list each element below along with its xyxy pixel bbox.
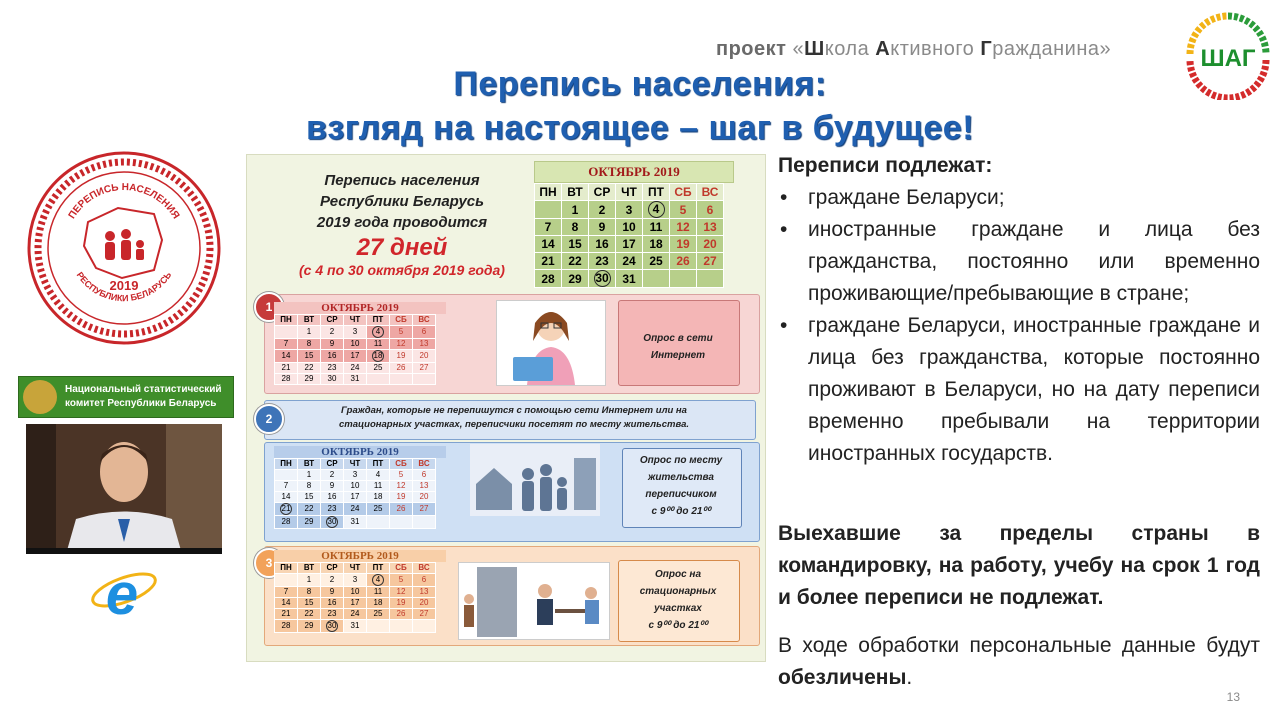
belstat-line-2: комитет Республики Беларусь (65, 398, 217, 409)
calendar-day: 15 (298, 492, 321, 503)
weekday-label: ПН (275, 315, 298, 326)
weekday-label: ЧТ (616, 184, 643, 201)
calendar-day: 1 (562, 201, 589, 219)
calendar-day (390, 620, 413, 633)
project-caption: проект «Школа Активного Гражданина» (716, 38, 1112, 60)
calendar-day: 25 (367, 363, 390, 374)
calendar-day: 20 (413, 598, 436, 609)
step-2-note: Граждан, которые не перепишутся с помощью сети Интернет или на стационарных участках, переписчики посетят по месту жительства. (339, 405, 689, 430)
exception-note: Выехавшие за пределы страны в командировку, на работу, учебу на срок 1 год и более переписи не подлежат. (778, 522, 1260, 609)
calendar-day: 4 (643, 201, 670, 219)
step-1 (264, 294, 758, 392)
calendar-day: 13 (413, 481, 436, 492)
calendar-day: 19 (670, 236, 697, 253)
calendar-day: 24 (344, 363, 367, 374)
calendar-day: 6 (413, 470, 436, 481)
calendar-day: 22 (298, 609, 321, 620)
calendar-day: 22 (298, 363, 321, 374)
seal-year: 2019 (109, 278, 139, 293)
calendar-day: 29 (298, 374, 321, 385)
calendar-grid (534, 183, 724, 288)
weekday-label: ВС (697, 184, 724, 201)
calendar-day: 2 (589, 201, 616, 219)
calendar-day: 13 (697, 219, 724, 236)
calendar-day: 2 (321, 470, 344, 481)
online-user-illustration (496, 300, 606, 386)
calendar-day: 5 (670, 201, 697, 219)
calendar-day: 1 (298, 326, 321, 339)
weekday-label: ВТ (298, 315, 321, 326)
calendar-day: 29 (298, 620, 321, 633)
calendar-day: 16 (321, 492, 344, 503)
calendar-day: 3 (616, 201, 643, 219)
calendar-day: 18 (643, 236, 670, 253)
step-3 (264, 546, 758, 644)
calendar-day: 7 (535, 219, 562, 236)
weekday-label: ЧТ (344, 563, 367, 574)
step-2-calendar: ОКТЯБРЬ 2019 ПН ВТ СР ЧТ ПТ СБ ВС 1 2 3 4 5 6 7 8 9 10 11 12 13 14 15 16 17 18 19 20 21 22 23 24 25 26 27 28 29 30 31 (274, 446, 446, 529)
weekday-label: ПН (275, 563, 298, 574)
calendar-day: 4 (367, 574, 390, 587)
calendar-day: 15 (298, 598, 321, 609)
census-dates: (с 4 по 30 октября 2019 года) (299, 262, 505, 278)
calendar-day: 10 (344, 339, 367, 350)
calendar-day: 1 (298, 470, 321, 481)
calendar-day: 29 (298, 516, 321, 529)
step-3-method: Опрос на стационарных участках с 9⁰⁰ до 21⁰⁰ (639, 569, 717, 631)
calendar-day: 3 (344, 326, 367, 339)
calendar-day: 11 (643, 219, 670, 236)
calendar-day: 9 (321, 339, 344, 350)
calendar-day (670, 270, 697, 288)
calendar-day: 28 (275, 516, 298, 529)
calendar-day: 19 (390, 598, 413, 609)
calendar-day: 26 (390, 363, 413, 374)
calendar-day: 10 (616, 219, 643, 236)
calendar-day: 7 (275, 339, 298, 350)
calendar-day: 6 (697, 201, 724, 219)
calendar-day: 27 (413, 609, 436, 620)
calendar-day: 19 (390, 492, 413, 503)
calendar-day: 23 (321, 363, 344, 374)
belstat-line-1: Национальный статистический (65, 384, 222, 395)
calendar-day (413, 516, 436, 529)
weekday-label: ВС (413, 563, 436, 574)
calendar-day: 14 (275, 492, 298, 503)
weekday-label: ПТ (643, 184, 670, 201)
calendar-day: 31 (344, 620, 367, 633)
weekday-label: ВТ (298, 563, 321, 574)
calendar-day: 30 (321, 374, 344, 385)
calendar-day: 18 (367, 492, 390, 503)
calendar-day: 25 (643, 253, 670, 270)
step-2 (264, 400, 758, 540)
calendar-day: 30 (321, 516, 344, 529)
weekday-label: ПТ (367, 563, 390, 574)
calendar-day: 17 (616, 236, 643, 253)
calendar-day: 21 (535, 253, 562, 270)
weekday-label: СБ (390, 315, 413, 326)
calendar-day: 22 (298, 503, 321, 516)
step-1-calendar: ОКТЯБРЬ 2019 ПН ВТ СР ЧТ ПТ СБ ВС 1 2 3 4 5 6 7 8 9 10 11 12 13 14 15 16 17 18 19 20 21 22 23 24 25 26 27 28 29 30 31 (274, 302, 446, 385)
weekday-label: СР (589, 184, 616, 201)
seal-top-text: ПЕРЕПИСЬ НАСЕЛЕНИЯ (66, 181, 182, 222)
belstat-banner (18, 376, 234, 418)
calendar-day: 31 (344, 374, 367, 385)
svg-text:e: e (105, 562, 139, 627)
calendar-day: 28 (275, 374, 298, 385)
calendar-day (367, 374, 390, 385)
calendar-day: 14 (535, 236, 562, 253)
calendar-day (275, 326, 298, 339)
weekday-label: ВТ (298, 459, 321, 470)
calendar-day: 21 (275, 609, 298, 620)
calendar-day: 11 (367, 481, 390, 492)
calendar-day: 27 (413, 363, 436, 374)
calendar-day: 16 (589, 236, 616, 253)
calendar-day (535, 201, 562, 219)
calendar-day: 2 (321, 574, 344, 587)
weekday-label: СР (321, 315, 344, 326)
calendar-day: 26 (390, 609, 413, 620)
emblem-icon (23, 380, 57, 414)
calendar-day: 27 (413, 503, 436, 516)
census-seal (26, 150, 222, 346)
step-2-number: 2 (254, 404, 284, 434)
step-1-method: Опрос в сети Интернет (643, 333, 713, 361)
logo-text: ШАГ (1200, 45, 1256, 72)
calendar-day: 14 (275, 598, 298, 609)
title-line-1: Перепись населения: (453, 65, 827, 103)
weekday-label: ВС (413, 315, 436, 326)
calendar-day: 27 (697, 253, 724, 270)
calendar-day: 5 (390, 470, 413, 481)
calendar-day: 12 (390, 587, 413, 598)
calendar-day (275, 574, 298, 587)
calendar-day: 12 (390, 481, 413, 492)
slide-title (150, 62, 1130, 150)
calendar-day: 6 (413, 326, 436, 339)
weekday-label: ВС (413, 459, 436, 470)
calendar-day: 11 (367, 339, 390, 350)
eligibility-list (778, 182, 1260, 470)
calendar-day: 4 (367, 326, 390, 339)
title-line-2: взгляд на настоящее – шаг в будущее! (305, 109, 975, 147)
calendar-day (413, 374, 436, 385)
calendar-day: 6 (413, 574, 436, 587)
census-duration: 27 дней (356, 234, 448, 261)
calendar-day: 8 (298, 339, 321, 350)
calendar-day: 23 (321, 609, 344, 620)
calendar-day: 2 (321, 326, 344, 339)
calendar-day: 23 (589, 253, 616, 270)
calendar-day: 8 (298, 481, 321, 492)
calendar-day: 8 (298, 587, 321, 598)
page-number: 13 (1226, 690, 1240, 704)
eligibility-item: • граждане Беларуси, иностранные граждане и лица без гражданства, которые постоянно проживают в Беларуси, но на дату переписи временно пребывали на территории иностранных государств. (778, 310, 1260, 470)
eligibility-heading: Переписи подлежат: (778, 154, 993, 177)
calendar-day: 30 (589, 270, 616, 288)
polling-station-illustration (458, 562, 610, 640)
calendar-day: 21 (275, 503, 298, 516)
infographic-intro: Перепись населения Республики Беларусь 2019 года проводится (316, 172, 488, 231)
calendar-day: 21 (275, 363, 298, 374)
calendar-day: 24 (616, 253, 643, 270)
weekday-label: ПТ (367, 315, 390, 326)
calendar-day: 16 (321, 350, 344, 363)
weekday-label: ВТ (562, 184, 589, 201)
calendar-day: 13 (413, 339, 436, 350)
calendar-day: 23 (321, 503, 344, 516)
calendar-day (367, 516, 390, 529)
calendar-day: 12 (670, 219, 697, 236)
step-3-calendar: ОКТЯБРЬ 2019 ПН ВТ СР ЧТ ПТ СБ ВС 1 2 3 4 5 6 7 8 9 10 11 12 13 14 15 16 17 18 19 20 21 22 23 24 25 26 27 28 29 30 31 (274, 550, 446, 633)
calendar-day: 1 (298, 574, 321, 587)
shag-logo (1186, 10, 1270, 100)
calendar-day: 13 (413, 587, 436, 598)
calendar-day: 5 (390, 326, 413, 339)
calendar-day: 12 (390, 339, 413, 350)
processing-note: В ходе обработки персональные данные будут обезличены. (778, 634, 1260, 689)
calendar-day: 18 (367, 350, 390, 363)
calendar-day: 17 (344, 350, 367, 363)
calendar-day: 28 (275, 620, 298, 633)
calendar-day: 19 (390, 350, 413, 363)
weekday-label: ЧТ (344, 459, 367, 470)
step-3-number: 3 (254, 548, 284, 578)
eligibility-item: • граждане Беларуси; (778, 182, 1260, 214)
calendar-day: 11 (367, 587, 390, 598)
calendar-day (390, 516, 413, 529)
calendar-day: 28 (535, 270, 562, 288)
eligibility-section (778, 150, 1260, 470)
calendar-day: 29 (562, 270, 589, 288)
calendar-day: 7 (275, 587, 298, 598)
calendar-day (390, 374, 413, 385)
calendar-day: 24 (344, 503, 367, 516)
calendar-day: 20 (697, 236, 724, 253)
weekday-label: ПН (275, 459, 298, 470)
calendar-day: 26 (670, 253, 697, 270)
calendar-day: 10 (344, 587, 367, 598)
calendar-day (697, 270, 724, 288)
calendar-day: 3 (344, 574, 367, 587)
weekday-label: СР (321, 459, 344, 470)
calendar-day: 3 (344, 470, 367, 481)
main-calendar (534, 161, 734, 288)
weekday-label: ПН (535, 184, 562, 201)
calendar-title: ОКТЯБРЬ 2019 (534, 161, 734, 183)
calendar-day (367, 620, 390, 633)
weekday-label: ПТ (367, 459, 390, 470)
calendar-day: 25 (367, 609, 390, 620)
calendar-day: 15 (298, 350, 321, 363)
calendar-day: 24 (344, 609, 367, 620)
calendar-day: 5 (390, 574, 413, 587)
calendar-day: 16 (321, 598, 344, 609)
video-player[interactable] (26, 424, 222, 554)
calendar-day: 25 (367, 503, 390, 516)
calendar-day: 20 (413, 492, 436, 503)
calendar-day: 31 (344, 516, 367, 529)
eligibility-item: • иностранные граждане и лица без гражданства, постоянно или временно проживающие/пребывающие в стране; (778, 214, 1260, 310)
internet-explorer-icon (88, 560, 158, 628)
calendar-day: 20 (413, 350, 436, 363)
calendar-day: 10 (344, 481, 367, 492)
calendar-day: 8 (562, 219, 589, 236)
video-frame (26, 424, 222, 554)
calendar-day (643, 270, 670, 288)
step-1-number: 1 (254, 292, 284, 322)
weekday-label: СБ (670, 184, 697, 201)
calendar-day: 31 (616, 270, 643, 288)
calendar-day: 14 (275, 350, 298, 363)
calendar-day: 7 (275, 481, 298, 492)
calendar-day: 26 (390, 503, 413, 516)
weekday-label: ЧТ (344, 315, 367, 326)
family-home-illustration (470, 444, 600, 516)
calendar-day: 9 (321, 481, 344, 492)
calendar-day: 18 (367, 598, 390, 609)
calendar-day: 9 (321, 587, 344, 598)
calendar-day: 4 (367, 470, 390, 481)
weekday-label: СР (321, 563, 344, 574)
calendar-day (413, 620, 436, 633)
calendar-day: 17 (344, 598, 367, 609)
seal-bottom-text: РЕСПУБЛИКИ БЕЛАРУСЬ (74, 270, 174, 304)
step-2-method: Опрос по месту жительства переписчиком с 9⁰⁰ до 21⁰⁰ (639, 455, 723, 517)
calendar-day: 9 (589, 219, 616, 236)
calendar-day: 22 (562, 253, 589, 270)
weekday-label: СБ (390, 459, 413, 470)
weekday-label: СБ (390, 563, 413, 574)
calendar-day: 15 (562, 236, 589, 253)
calendar-day: 30 (321, 620, 344, 633)
calendar-day (275, 470, 298, 481)
calendar-day: 17 (344, 492, 367, 503)
